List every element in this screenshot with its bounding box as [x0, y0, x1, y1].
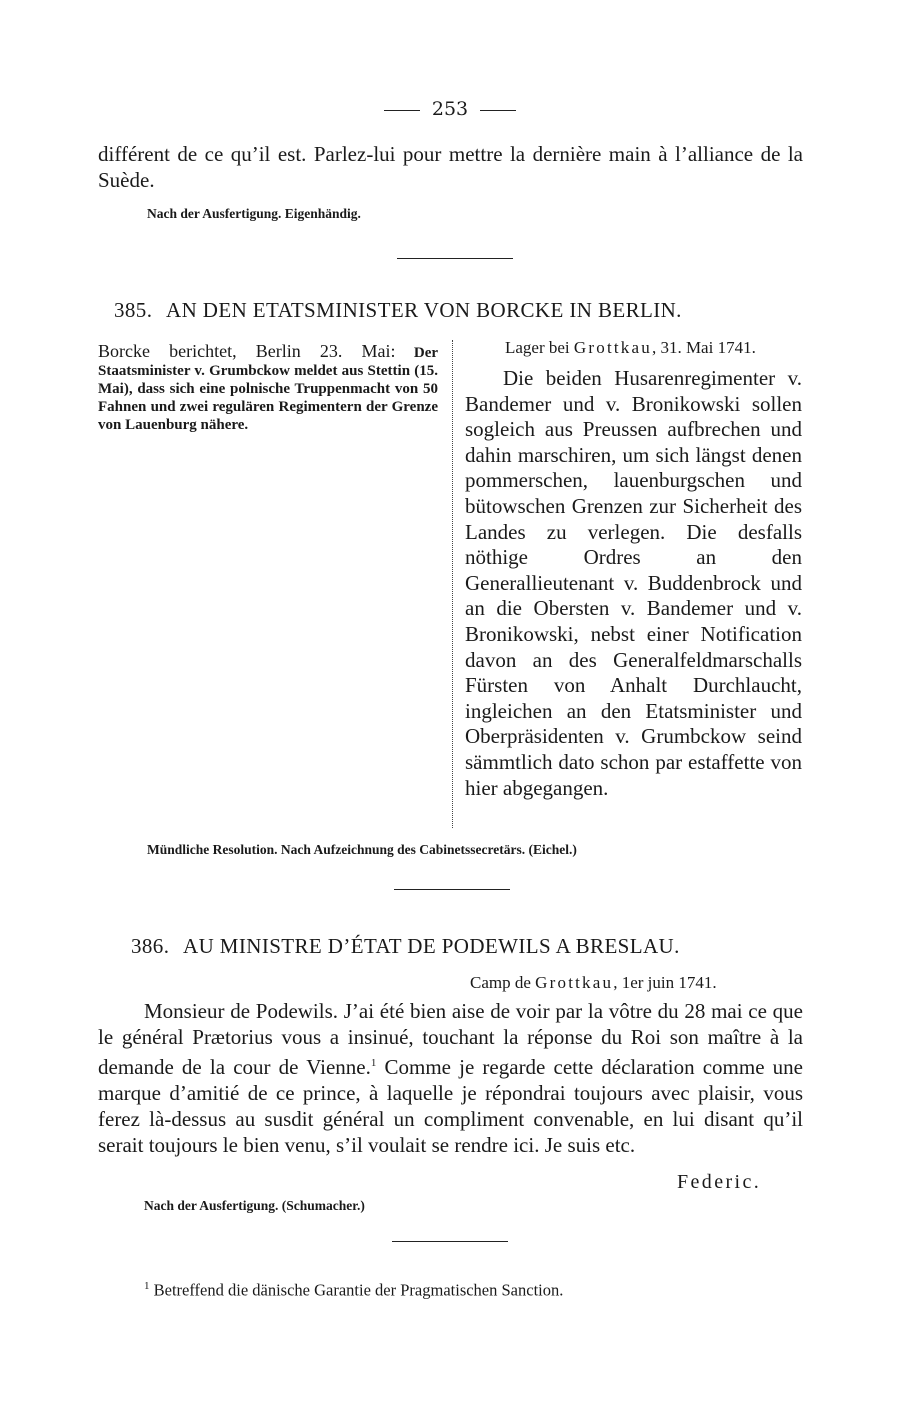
doc386-heading: [131, 934, 680, 959]
doc385-dateline-date: , 31. Mai 1741.: [651, 338, 756, 357]
doc385-summary: [98, 342, 438, 434]
doc386-text-main: Monsieur de Podewils. J’ai été bien aise de voir par la vôtre du 28 mai ce que le général Prætorius vous a insinué, touchant la réponse du Roi son maître à la demande de la cour de Vienne.: [98, 999, 803, 1079]
page-header: [0, 98, 900, 120]
column-divider: [452, 340, 453, 828]
doc385-text: Die beiden Husarenregimenter v. Bandemer und v. Bronikowski sollen sogleich aus Preussen aufbrechen und dahin marschiren, um sich längst denen pommerschen, lauenburgschen und bütowschen Grenzen zur Sicherheit des Landes zu verlegen. Die desfalls nöthige Ordres an den Generallieutenant v. Buddenbrock und an die Obersten v. Bandemer und v. Bronikowski, nebst einer Notification davon an des Generalfeldmarschalls Fürsten von Anhalt Durchlaucht, ingleichen an den Etatsminister und Oberpräsidenten v. Grumbckow seind sämmtlich dato schon par estaffette von hier abgegangen.: [465, 366, 802, 800]
doc386-number: 386.: [131, 934, 170, 958]
doc385-summary-lead: Borcke berichtet, Berlin 23. Mai:: [98, 341, 396, 361]
top-fragment-source: Nach der Ausfertigung. Eigenhändig.: [147, 206, 361, 221]
doc386-dateline-prefix: Camp de: [470, 973, 531, 992]
footnote-text: Betreffend die dänische Garantie der Pragmatischen Sanction.: [153, 1280, 564, 1300]
header-dash-right: [480, 110, 516, 111]
footnote-rule: [392, 1241, 508, 1242]
doc386-signature: Federic.: [677, 1171, 762, 1193]
footnote: [144, 1280, 563, 1301]
doc385-source: Mündliche Resolution. Nach Aufzeichnung des Cabinetssecretärs. (Eichel.): [147, 842, 577, 857]
doc386-dateline-place: Grottkau: [535, 973, 614, 992]
doc386-footnote-ref: 1: [370, 1057, 377, 1069]
doc385-text-column: [465, 366, 802, 801]
doc385-dateline-place: Grottkau: [573, 338, 652, 357]
doc386-text: [98, 998, 803, 1158]
doc385-number: 385.: [114, 298, 153, 322]
doc385-title: AN DEN ETATSMINISTER VON BORCKE IN BERLIN.: [166, 298, 682, 322]
doc386-source: Nach der Ausfertigung. (Schumacher.): [144, 1198, 365, 1213]
doc385-summary-body: Der Staatsminister v. Grumbckow meldet aus Stettin (15. Mai), dass sich eine polnische Truppenmacht von 50 Fahnen und zwei regulären Regimentern der Grenze von Lauenburg nähere.: [98, 345, 439, 433]
section-rule-1: [397, 258, 513, 259]
header-dash-left: [384, 110, 420, 111]
doc386-title: AU MINISTRE D’ÉTAT DE PODEWILS A BRESLAU.: [183, 934, 680, 958]
doc385-heading: [114, 298, 682, 323]
doc385-dateline-prefix: Lager bei: [505, 338, 570, 357]
doc386-dateline-date: , 1er juin 1741.: [613, 973, 717, 992]
section-rule-2: [394, 889, 510, 890]
page-number: 253: [431, 98, 469, 120]
doc386-text-rest: Comme je regarde cette déclaration comme une marque d’amitié de ce prince, à laquelle je répondrai toujours avec plaisir, vous ferez là-dessus au susdit général un compliment convenable, en lui disant qu’il serait toujours le bien venu, s’il voulait se rendre ici. Je suis etc.: [98, 1055, 803, 1157]
footnote-mark: 1: [144, 1280, 150, 1292]
top-fragment-text: différent de ce qu’il est. Parlez-lui pour mettre la dernière main à l’alliance de la Suède.: [98, 142, 803, 192]
doc385-dateline: [505, 338, 756, 358]
doc386-dateline: [470, 973, 717, 993]
